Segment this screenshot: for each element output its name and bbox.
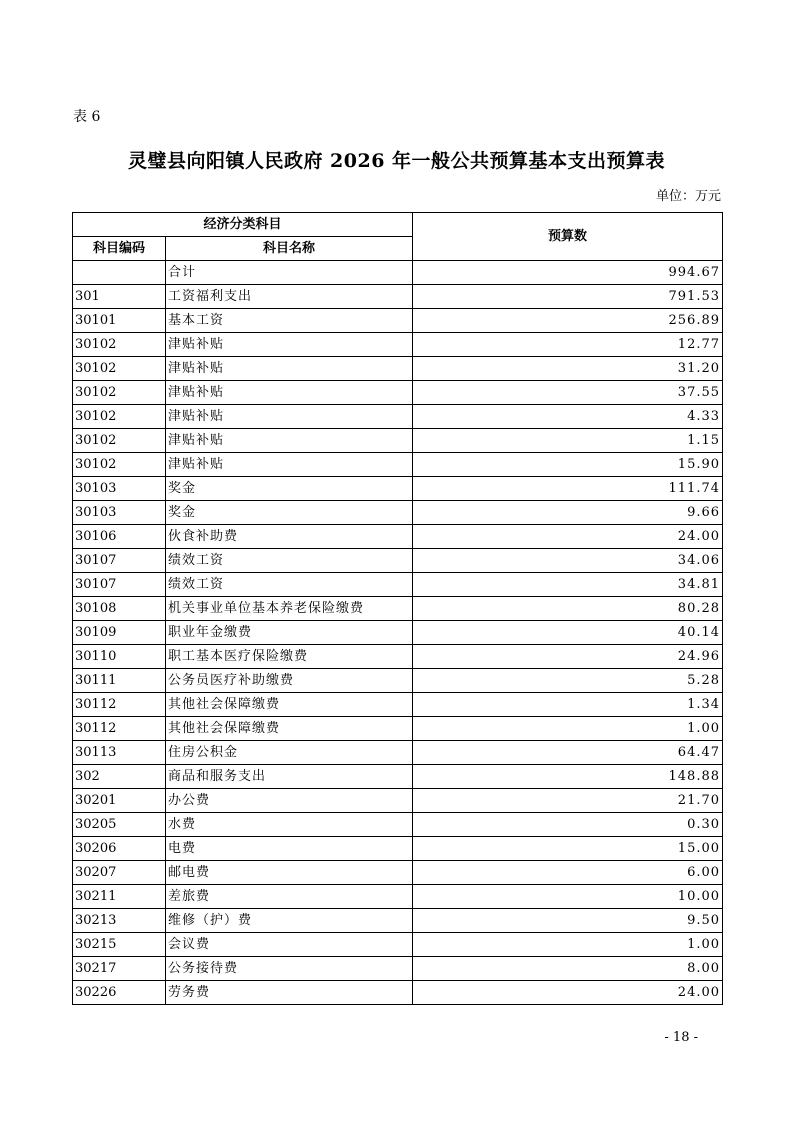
table-row	[73, 909, 723, 933]
row-code: 30106	[73, 525, 166, 549]
table-row	[73, 741, 723, 765]
row-name: 津贴补贴	[166, 453, 413, 477]
table-row	[73, 501, 723, 525]
row-name: 绩效工资	[166, 549, 413, 573]
row-amount: 80.28	[413, 597, 723, 621]
row-amount: 15.00	[413, 837, 723, 861]
row-name: 工资福利支出	[166, 285, 413, 309]
row-name: 机关事业单位基本养老保险缴费	[166, 597, 413, 621]
row-amount: 40.14	[413, 621, 723, 645]
row-code: 30101	[73, 309, 166, 333]
table-row	[73, 285, 723, 309]
header-subject-name: 科目名称	[166, 237, 413, 261]
page-title: 灵璧县向阳镇人民政府 2026 年一般公共预算基本支出预算表	[127, 150, 666, 172]
row-name: 其他社会保障缴费	[166, 717, 413, 741]
table-row	[73, 525, 723, 549]
table-row	[73, 621, 723, 645]
row-amount: 6.00	[413, 861, 723, 885]
table-number-label: 表 6	[73, 109, 101, 125]
row-name: 绩效工资	[166, 573, 413, 597]
row-amount: 5.28	[413, 669, 723, 693]
table-row	[73, 333, 723, 357]
row-code: 30107	[73, 549, 166, 573]
page-number: - 18 -	[664, 1030, 698, 1045]
row-amount: 791.53	[413, 285, 723, 309]
row-amount: 31.20	[413, 357, 723, 381]
row-name: 邮电费	[166, 861, 413, 885]
row-name: 公务接待费	[166, 957, 413, 981]
row-code: 30102	[73, 357, 166, 381]
table-row	[73, 933, 723, 957]
row-amount: 9.66	[413, 501, 723, 525]
row-name: 电费	[166, 837, 413, 861]
row-name: 基本工资	[166, 309, 413, 333]
table-row	[73, 549, 723, 573]
row-code: 30103	[73, 501, 166, 525]
table-row	[73, 717, 723, 741]
row-amount: 256.89	[413, 309, 723, 333]
row-code: 30112	[73, 717, 166, 741]
row-name: 津贴补贴	[166, 429, 413, 453]
row-amount: 1.34	[413, 693, 723, 717]
row-name: 职业年金缴费	[166, 621, 413, 645]
row-code: 30215	[73, 933, 166, 957]
table-row	[73, 813, 723, 837]
row-code: 30211	[73, 885, 166, 909]
row-name: 津贴补贴	[166, 333, 413, 357]
table-row	[73, 645, 723, 669]
table-row	[73, 669, 723, 693]
row-name: 津贴补贴	[166, 405, 413, 429]
row-amount: 4.33	[413, 405, 723, 429]
row-name: 其他社会保障缴费	[166, 693, 413, 717]
row-amount: 1.00	[413, 717, 723, 741]
row-code: 30217	[73, 957, 166, 981]
row-amount: 1.15	[413, 429, 723, 453]
row-name: 职工基本医疗保险缴费	[166, 645, 413, 669]
row-name: 津贴补贴	[166, 357, 413, 381]
row-amount: 148.88	[413, 765, 723, 789]
header-budget-amount: 预算数	[413, 213, 723, 261]
row-code: 30103	[73, 477, 166, 501]
table-row	[73, 357, 723, 381]
table-row	[73, 981, 723, 1005]
row-code: 30108	[73, 597, 166, 621]
budget-table	[72, 212, 723, 1005]
row-amount: 24.96	[413, 645, 723, 669]
row-amount: 8.00	[413, 957, 723, 981]
row-name: 商品和服务支出	[166, 765, 413, 789]
row-name: 劳务费	[166, 981, 413, 1005]
row-code: 30102	[73, 333, 166, 357]
table-row	[73, 693, 723, 717]
row-code: 30201	[73, 789, 166, 813]
row-amount: 9.50	[413, 909, 723, 933]
row-name: 合计	[166, 261, 413, 285]
row-amount: 10.00	[413, 885, 723, 909]
table-row	[73, 573, 723, 597]
row-amount: 994.67	[413, 261, 723, 285]
row-name: 水费	[166, 813, 413, 837]
row-code: 30109	[73, 621, 166, 645]
row-amount: 24.00	[413, 525, 723, 549]
row-amount: 0.30	[413, 813, 723, 837]
row-name: 办公费	[166, 789, 413, 813]
table-row	[73, 957, 723, 981]
row-code: 30206	[73, 837, 166, 861]
row-amount: 15.90	[413, 453, 723, 477]
row-code: 30102	[73, 381, 166, 405]
row-code: 30213	[73, 909, 166, 933]
row-code: 30102	[73, 429, 166, 453]
row-amount: 37.55	[413, 381, 723, 405]
row-code: 30207	[73, 861, 166, 885]
row-name: 伙食补助费	[166, 525, 413, 549]
row-code: 30107	[73, 573, 166, 597]
row-name: 奖金	[166, 501, 413, 525]
table-row	[73, 405, 723, 429]
table-row	[73, 309, 723, 333]
row-code: 30102	[73, 453, 166, 477]
row-code: 30111	[73, 669, 166, 693]
unit-label: 单位：万元	[655, 189, 721, 204]
table-row	[73, 765, 723, 789]
table-row	[73, 861, 723, 885]
header-economic-category: 经济分类科目	[73, 213, 413, 237]
row-name: 住房公积金	[166, 741, 413, 765]
row-amount: 21.70	[413, 789, 723, 813]
row-name: 公务员医疗补助缴费	[166, 669, 413, 693]
row-amount: 1.00	[413, 933, 723, 957]
row-amount: 34.81	[413, 573, 723, 597]
row-name: 会议费	[166, 933, 413, 957]
row-name: 奖金	[166, 477, 413, 501]
row-code: 30112	[73, 693, 166, 717]
row-name: 津贴补贴	[166, 381, 413, 405]
row-code: 301	[73, 285, 166, 309]
row-code: 30102	[73, 405, 166, 429]
row-code: 30113	[73, 741, 166, 765]
table-row	[73, 381, 723, 405]
row-code	[73, 261, 166, 285]
table-row	[73, 789, 723, 813]
row-amount: 24.00	[413, 981, 723, 1005]
row-name: 差旅费	[166, 885, 413, 909]
table-row	[73, 597, 723, 621]
row-name: 维修（护）费	[166, 909, 413, 933]
table-row	[73, 429, 723, 453]
header-subject-code: 科目编码	[73, 237, 166, 261]
row-code: 302	[73, 765, 166, 789]
table-row	[73, 261, 723, 285]
row-amount: 34.06	[413, 549, 723, 573]
row-code: 30226	[73, 981, 166, 1005]
row-code: 30110	[73, 645, 166, 669]
row-amount: 64.47	[413, 741, 723, 765]
table-row	[73, 477, 723, 501]
table-row	[73, 885, 723, 909]
row-amount: 12.77	[413, 333, 723, 357]
row-code: 30205	[73, 813, 166, 837]
table-row	[73, 453, 723, 477]
row-amount: 111.74	[413, 477, 723, 501]
table-body	[73, 261, 723, 1005]
table-row	[73, 837, 723, 861]
